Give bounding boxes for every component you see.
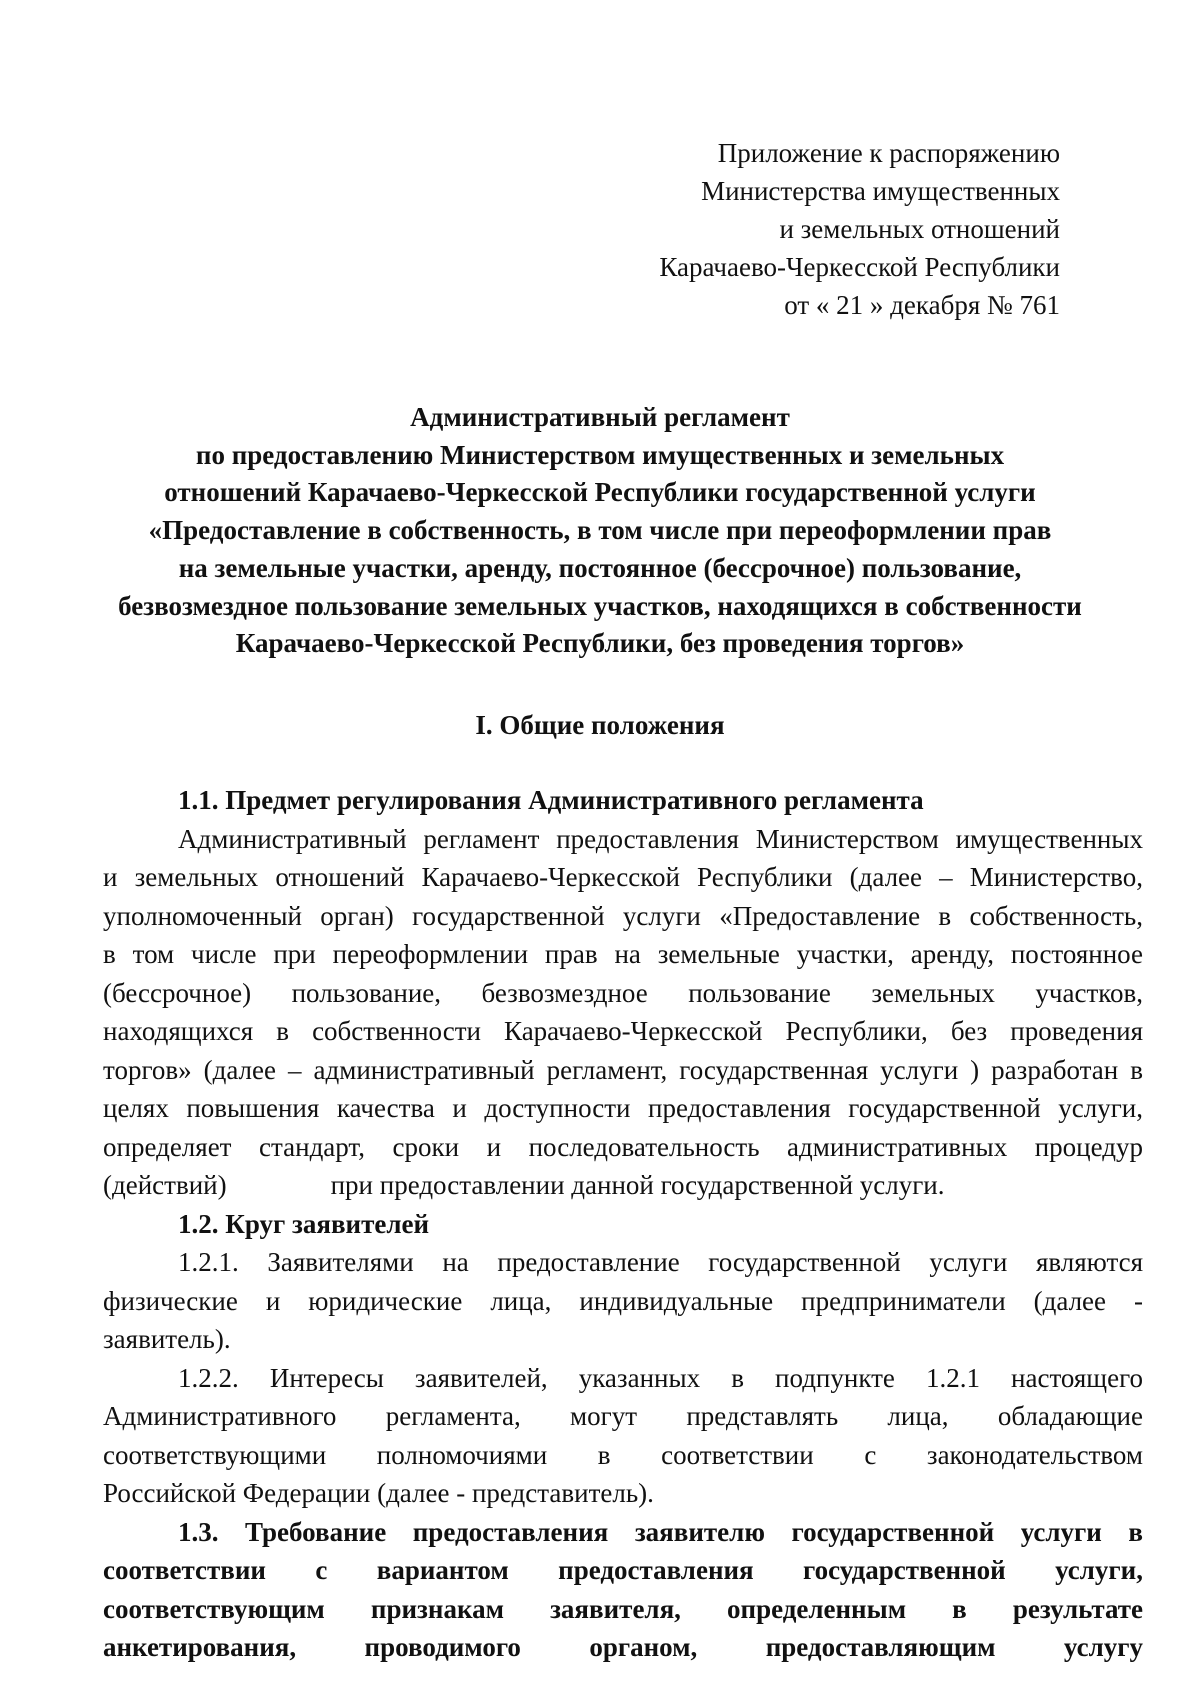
paragraph-line-start: (действий) <box>103 1170 227 1200</box>
paragraph-line: Административный регламент предоставления Министерством имущественных <box>178 823 1143 854</box>
paragraph-line: (бессрочное) пользование, безвозмездное пользование земельных участков, <box>103 977 1143 1008</box>
title-line-2: по предоставлению Министерством имущественных и земельных <box>195 439 1005 470</box>
subsection-heading-1-3: 1.3. Требование предоставления заявителю государственной услуги в <box>178 1516 1143 1547</box>
paragraph-line: определяет стандарт, сроки и последовательность административных процедур <box>103 1131 1143 1162</box>
paragraph-last-line <box>103 1166 1143 1205</box>
paragraph-line: находящихся в собственности Карачаево-Черкесской Республики, без проведения <box>103 1016 1143 1046</box>
paragraph-line: и земельных отношений Карачаево-Черкесской Республики (далее – Министерство, <box>103 862 1143 892</box>
header-line-1: Приложение к распоряжению <box>717 138 1060 168</box>
paragraph-line: заявитель). <box>103 1324 231 1354</box>
paragraph-line: Административного регламента, могут представлять лица, обладающие <box>103 1401 1143 1431</box>
section-heading-general: I. Общие положения <box>475 710 725 740</box>
title-line-7: Карачаево-Черкесской Республики, без проведения торгов» <box>235 628 965 659</box>
paragraph-line: соответствующими полномочиями в соответствии с законодательством <box>103 1439 1143 1470</box>
paragraph-line: 1.2.1. Заявителями на предоставление государственной услуги являются <box>178 1247 1143 1277</box>
paragraph-line: в том числе при переоформлении прав на земельные участки, аренду, постоянное <box>103 939 1143 969</box>
document-body <box>103 781 1143 1667</box>
subsection-heading-1-3-cont: анкетирования, проводимого органом, предоставляющим услугу <box>103 1632 1143 1662</box>
header-line-5: от « 21 » декабря № 761 <box>784 290 1060 320</box>
paragraph-line: целях повышения качества и доступности предоставления государственной услуги, <box>103 1093 1143 1123</box>
header-line-2: Министерства имущественных <box>701 176 1060 206</box>
paragraph-line: торгов» (далее – административный регламент, государственная услуги ) разработан в <box>103 1054 1143 1085</box>
appendix-header <box>659 134 1060 324</box>
subsection-heading-1-2: 1.2. Круг заявителей <box>178 1208 430 1239</box>
paragraph-line: Российской Федерации (далее - представитель). <box>103 1478 654 1508</box>
paragraph-line: 1.2.2. Интересы заявителей, указанных в подпункте 1.2.1 настоящего <box>178 1362 1143 1393</box>
title-line-1: Административный регламент <box>410 402 790 432</box>
header-line-4: Карачаево-Черкесской Республики <box>659 252 1060 282</box>
document-title <box>100 399 1100 663</box>
subsection-heading-1-1: 1.1. Предмет регулирования Административного регламента <box>178 785 924 815</box>
paragraph-line: уполномоченный орган) государственной услуги «Предоставление в собственность, <box>103 900 1143 931</box>
title-line-6: безвозмездное пользование земельных участков, находящихся в собственности <box>118 590 1082 621</box>
paragraph-line: физические и юридические лица, индивидуальные предприниматели (далее - <box>103 1285 1143 1316</box>
title-line-5: на земельные участки, аренду, постоянное (бессрочное) пользование, <box>178 552 1022 583</box>
header-line-3: и земельных отношений <box>779 214 1060 244</box>
title-line-3: отношений Карачаево-Черкесской Республики государственной услуги <box>164 477 1036 508</box>
subsection-heading-1-3-cont: соответствии с вариантом предоставления государственной услуги, <box>103 1555 1143 1585</box>
paragraph-line-end: при предоставлении данной государственной услуги. <box>330 1170 945 1200</box>
subsection-heading-1-3-cont: соответствующим признакам заявителя, определенным в результате <box>103 1593 1143 1624</box>
title-line-4: «Предоставление в собственность, в том числе при переоформлении прав <box>148 515 1052 546</box>
